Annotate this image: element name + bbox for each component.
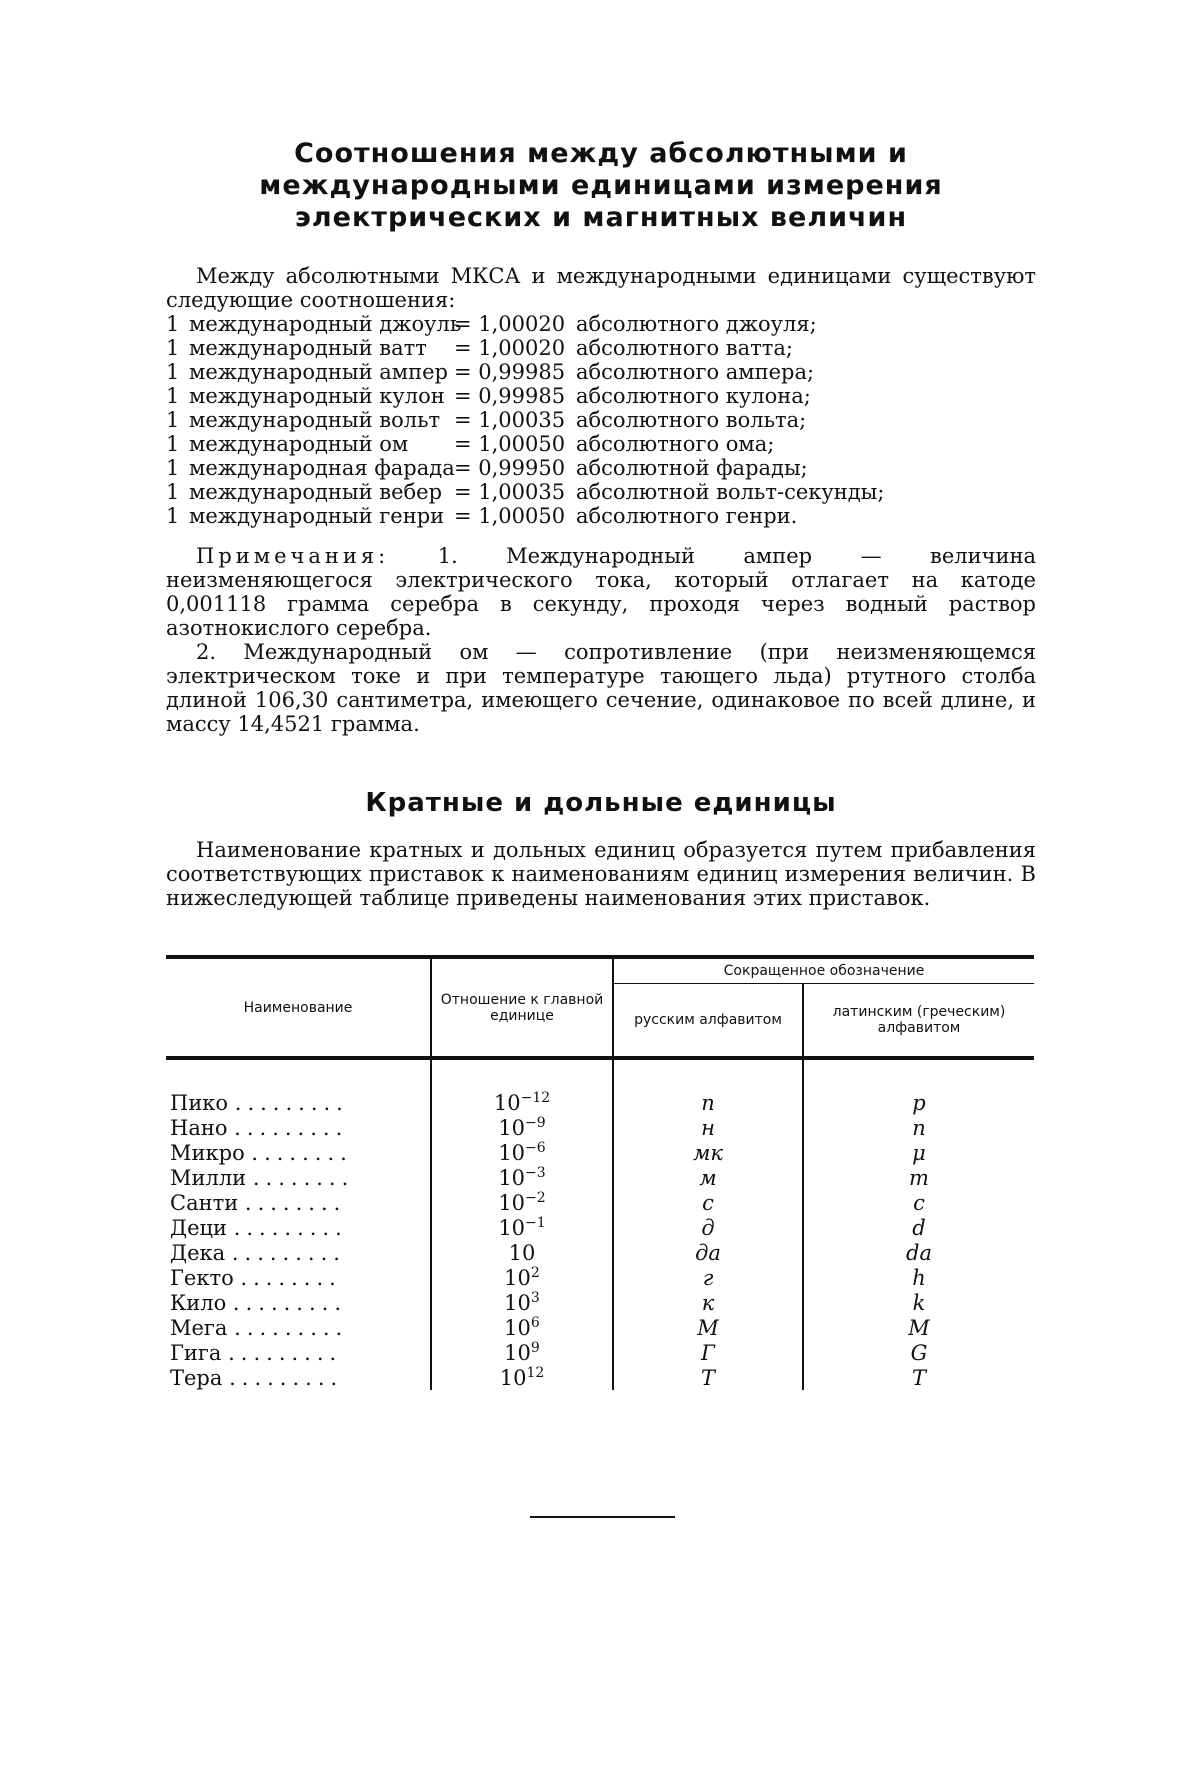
relation-count: 1 bbox=[166, 312, 180, 336]
prefix-name: Нано ......... bbox=[170, 1115, 349, 1140]
prefix-lat: h bbox=[803, 1265, 1034, 1290]
table-row bbox=[166, 1058, 1034, 1115]
prefix-ratio: $10^{-12}$ bbox=[431, 1058, 613, 1115]
relation-unit: международный вебер bbox=[189, 480, 443, 504]
prefix-table bbox=[166, 955, 1034, 1390]
relation-absolute: абсолютного ома; bbox=[576, 432, 775, 456]
relation-row bbox=[166, 432, 1036, 456]
relation-absolute: абсолютного ватта; bbox=[576, 336, 793, 360]
relation-row bbox=[166, 480, 1036, 504]
prefix-name: Пико ......... bbox=[170, 1090, 349, 1115]
relation-unit: международный ватт bbox=[189, 336, 427, 360]
prefix-ru: Г bbox=[613, 1340, 803, 1365]
relation-unit: международный джоуль bbox=[189, 312, 462, 336]
prefix-name: Санти ........ bbox=[170, 1190, 347, 1215]
prefix-name: Милли ........ bbox=[170, 1165, 355, 1190]
relation-value: = 1,00050 bbox=[454, 504, 566, 528]
relations-list bbox=[166, 312, 1036, 528]
header-ru: русским алфавитом bbox=[613, 984, 803, 1059]
note-1-text: 1. Международный ампер — величина неизменяющегося электрического тока, который отлагает на катоде 0,001118 грамма серебра в секунду, проходя через водный раствор азотнокислого серебра. bbox=[166, 544, 1036, 640]
prefix-lat: m bbox=[803, 1165, 1034, 1190]
prefix-ru: м bbox=[613, 1165, 803, 1190]
relation-count: 1 bbox=[166, 504, 180, 528]
header-abbr: Сокращенное обозначение bbox=[613, 957, 1034, 984]
relation-unit: международный генри bbox=[189, 504, 445, 528]
prefix-name: Кило ......... bbox=[170, 1290, 347, 1315]
prefix-name: Гекто ........ bbox=[170, 1265, 342, 1290]
prefix-ratio: $10^{-1}$ bbox=[431, 1215, 613, 1240]
relation-row bbox=[166, 456, 1036, 480]
table-row bbox=[166, 1340, 1034, 1365]
relation-count: 1 bbox=[166, 456, 180, 480]
table-row bbox=[166, 1115, 1034, 1140]
table-row bbox=[166, 1165, 1034, 1190]
prefix-name: Дека ......... bbox=[170, 1240, 346, 1265]
header-name: Наименование bbox=[166, 957, 431, 1058]
prefix-ru: с bbox=[613, 1190, 803, 1215]
prefix-ru: мк bbox=[613, 1140, 803, 1165]
prefix-ru: Т bbox=[613, 1365, 803, 1390]
notes-block bbox=[166, 544, 1036, 736]
relation-count: 1 bbox=[166, 384, 180, 408]
relation-row bbox=[166, 504, 1036, 528]
relation-count: 1 bbox=[166, 432, 180, 456]
prefix-ratio: $10^9$ bbox=[431, 1340, 613, 1365]
notes-label: Примечания: bbox=[196, 544, 390, 568]
relation-row bbox=[166, 384, 1036, 408]
prefix-name: Микро ........ bbox=[170, 1140, 353, 1165]
relation-value: = 1,00050 bbox=[454, 432, 566, 456]
prefix-ratio: $10^{-2}$ bbox=[431, 1190, 613, 1215]
relation-value: = 0,99985 bbox=[454, 384, 566, 408]
table-row bbox=[166, 1265, 1034, 1290]
prefix-lat: c bbox=[803, 1190, 1034, 1215]
prefix-lat: d bbox=[803, 1215, 1034, 1240]
prefix-lat: n bbox=[803, 1115, 1034, 1140]
prefix-ratio: $10^{-9}$ bbox=[431, 1115, 613, 1140]
prefix-lat: M bbox=[803, 1315, 1034, 1340]
relation-row bbox=[166, 312, 1036, 336]
relation-count: 1 bbox=[166, 336, 180, 360]
prefix-ratio: $10^{-6}$ bbox=[431, 1140, 613, 1165]
table-row bbox=[166, 1315, 1034, 1340]
relation-absolute: абсолютного джоуля; bbox=[576, 312, 817, 336]
table-row bbox=[166, 1365, 1034, 1390]
relation-absolute: абсолютного кулона; bbox=[576, 384, 811, 408]
section-paragraph: Наименование кратных и дольных единиц образуется путем прибавления соответствующих приставок к наименованиям единиц измерения величин. В нижеследующей таблице приведены наименования этих приставок. bbox=[166, 838, 1036, 910]
prefix-ru: да bbox=[613, 1240, 803, 1265]
prefix-name: Мега ......... bbox=[170, 1315, 349, 1340]
prefix-ratio: 10 bbox=[431, 1240, 613, 1265]
relation-absolute: абсолютной вольт-секунды; bbox=[576, 480, 885, 504]
relation-value: = 1,00020 bbox=[454, 336, 566, 360]
relation-row bbox=[166, 360, 1036, 384]
prefix-name: Тера ......... bbox=[170, 1365, 344, 1390]
relation-count: 1 bbox=[166, 480, 180, 504]
prefix-lat: p bbox=[803, 1058, 1034, 1115]
prefix-ru: М bbox=[613, 1315, 803, 1340]
relation-absolute: абсолютного ампера; bbox=[576, 360, 815, 384]
prefix-ratio: $10^2$ bbox=[431, 1265, 613, 1290]
prefix-ratio: $10^{-3}$ bbox=[431, 1165, 613, 1190]
prefix-lat: T bbox=[803, 1365, 1034, 1390]
table-row bbox=[166, 1215, 1034, 1240]
relation-value: = 0,99985 bbox=[454, 360, 566, 384]
relation-value: = 1,00020 bbox=[454, 312, 566, 336]
prefix-ratio: $10^3$ bbox=[431, 1290, 613, 1315]
prefix-ru: н bbox=[613, 1115, 803, 1140]
prefix-lat: μ bbox=[803, 1140, 1034, 1165]
header-lat: латинским (греческим) алфавитом bbox=[803, 984, 1034, 1059]
relation-unit: международная фарада bbox=[189, 456, 455, 480]
relation-unit: международный кулон bbox=[189, 384, 445, 408]
relation-value: = 0,99950 bbox=[454, 456, 566, 480]
prefix-ratio: $10^{12}$ bbox=[431, 1365, 613, 1390]
relation-unit: международный вольт bbox=[189, 408, 441, 432]
end-rule bbox=[530, 1516, 675, 1518]
relation-absolute: абсолютного генри. bbox=[576, 504, 798, 528]
table-row bbox=[166, 1290, 1034, 1315]
prefix-name: Гига ......... bbox=[170, 1340, 343, 1365]
note-1 bbox=[166, 544, 1036, 640]
prefix-ru: к bbox=[613, 1290, 803, 1315]
prefix-ratio: $10^6$ bbox=[431, 1315, 613, 1340]
relation-unit: международный ампер bbox=[189, 360, 449, 384]
prefix-lat: k bbox=[803, 1290, 1034, 1315]
relation-absolute: абсолютного вольта; bbox=[576, 408, 807, 432]
document-page bbox=[166, 138, 1036, 910]
prefix-name: Деци ......... bbox=[170, 1215, 348, 1240]
prefix-ru: п bbox=[613, 1058, 803, 1115]
relation-unit: международный ом bbox=[189, 432, 409, 456]
note-2: 2. Международный ом — сопротивление (при неизменяющемся электрическом токе и при температуре тающего льда) ртутного столба длиной 106,30 сантиметра, имеющего сечение, одинаковое по всей длине, и массу 14,4521 грамма. bbox=[166, 640, 1036, 736]
relation-value: = 1,00035 bbox=[454, 480, 566, 504]
page-title: Соотношения между абсолютными и международными единицами измерения электрических и магнитных величин bbox=[259, 138, 943, 233]
table-row bbox=[166, 1140, 1034, 1165]
prefix-ru: г bbox=[613, 1265, 803, 1290]
table-row bbox=[166, 1240, 1034, 1265]
prefix-lat: da bbox=[803, 1240, 1034, 1265]
relation-absolute: абсолютной фарады; bbox=[576, 456, 808, 480]
relation-value: = 1,00035 bbox=[454, 408, 566, 432]
relation-row bbox=[166, 408, 1036, 432]
prefix-ru: д bbox=[613, 1215, 803, 1240]
intro-paragraph: Между абсолютными МКСА и международными единицами существуют следующие соотношения: bbox=[166, 264, 1036, 312]
header-ratio: Отношение к главной единице bbox=[431, 957, 613, 1058]
relation-row bbox=[166, 336, 1036, 360]
relation-count: 1 bbox=[166, 360, 180, 384]
relation-count: 1 bbox=[166, 408, 180, 432]
section-title: Кратные и дольные единицы bbox=[365, 788, 837, 818]
table-row bbox=[166, 1190, 1034, 1215]
prefix-lat: G bbox=[803, 1340, 1034, 1365]
